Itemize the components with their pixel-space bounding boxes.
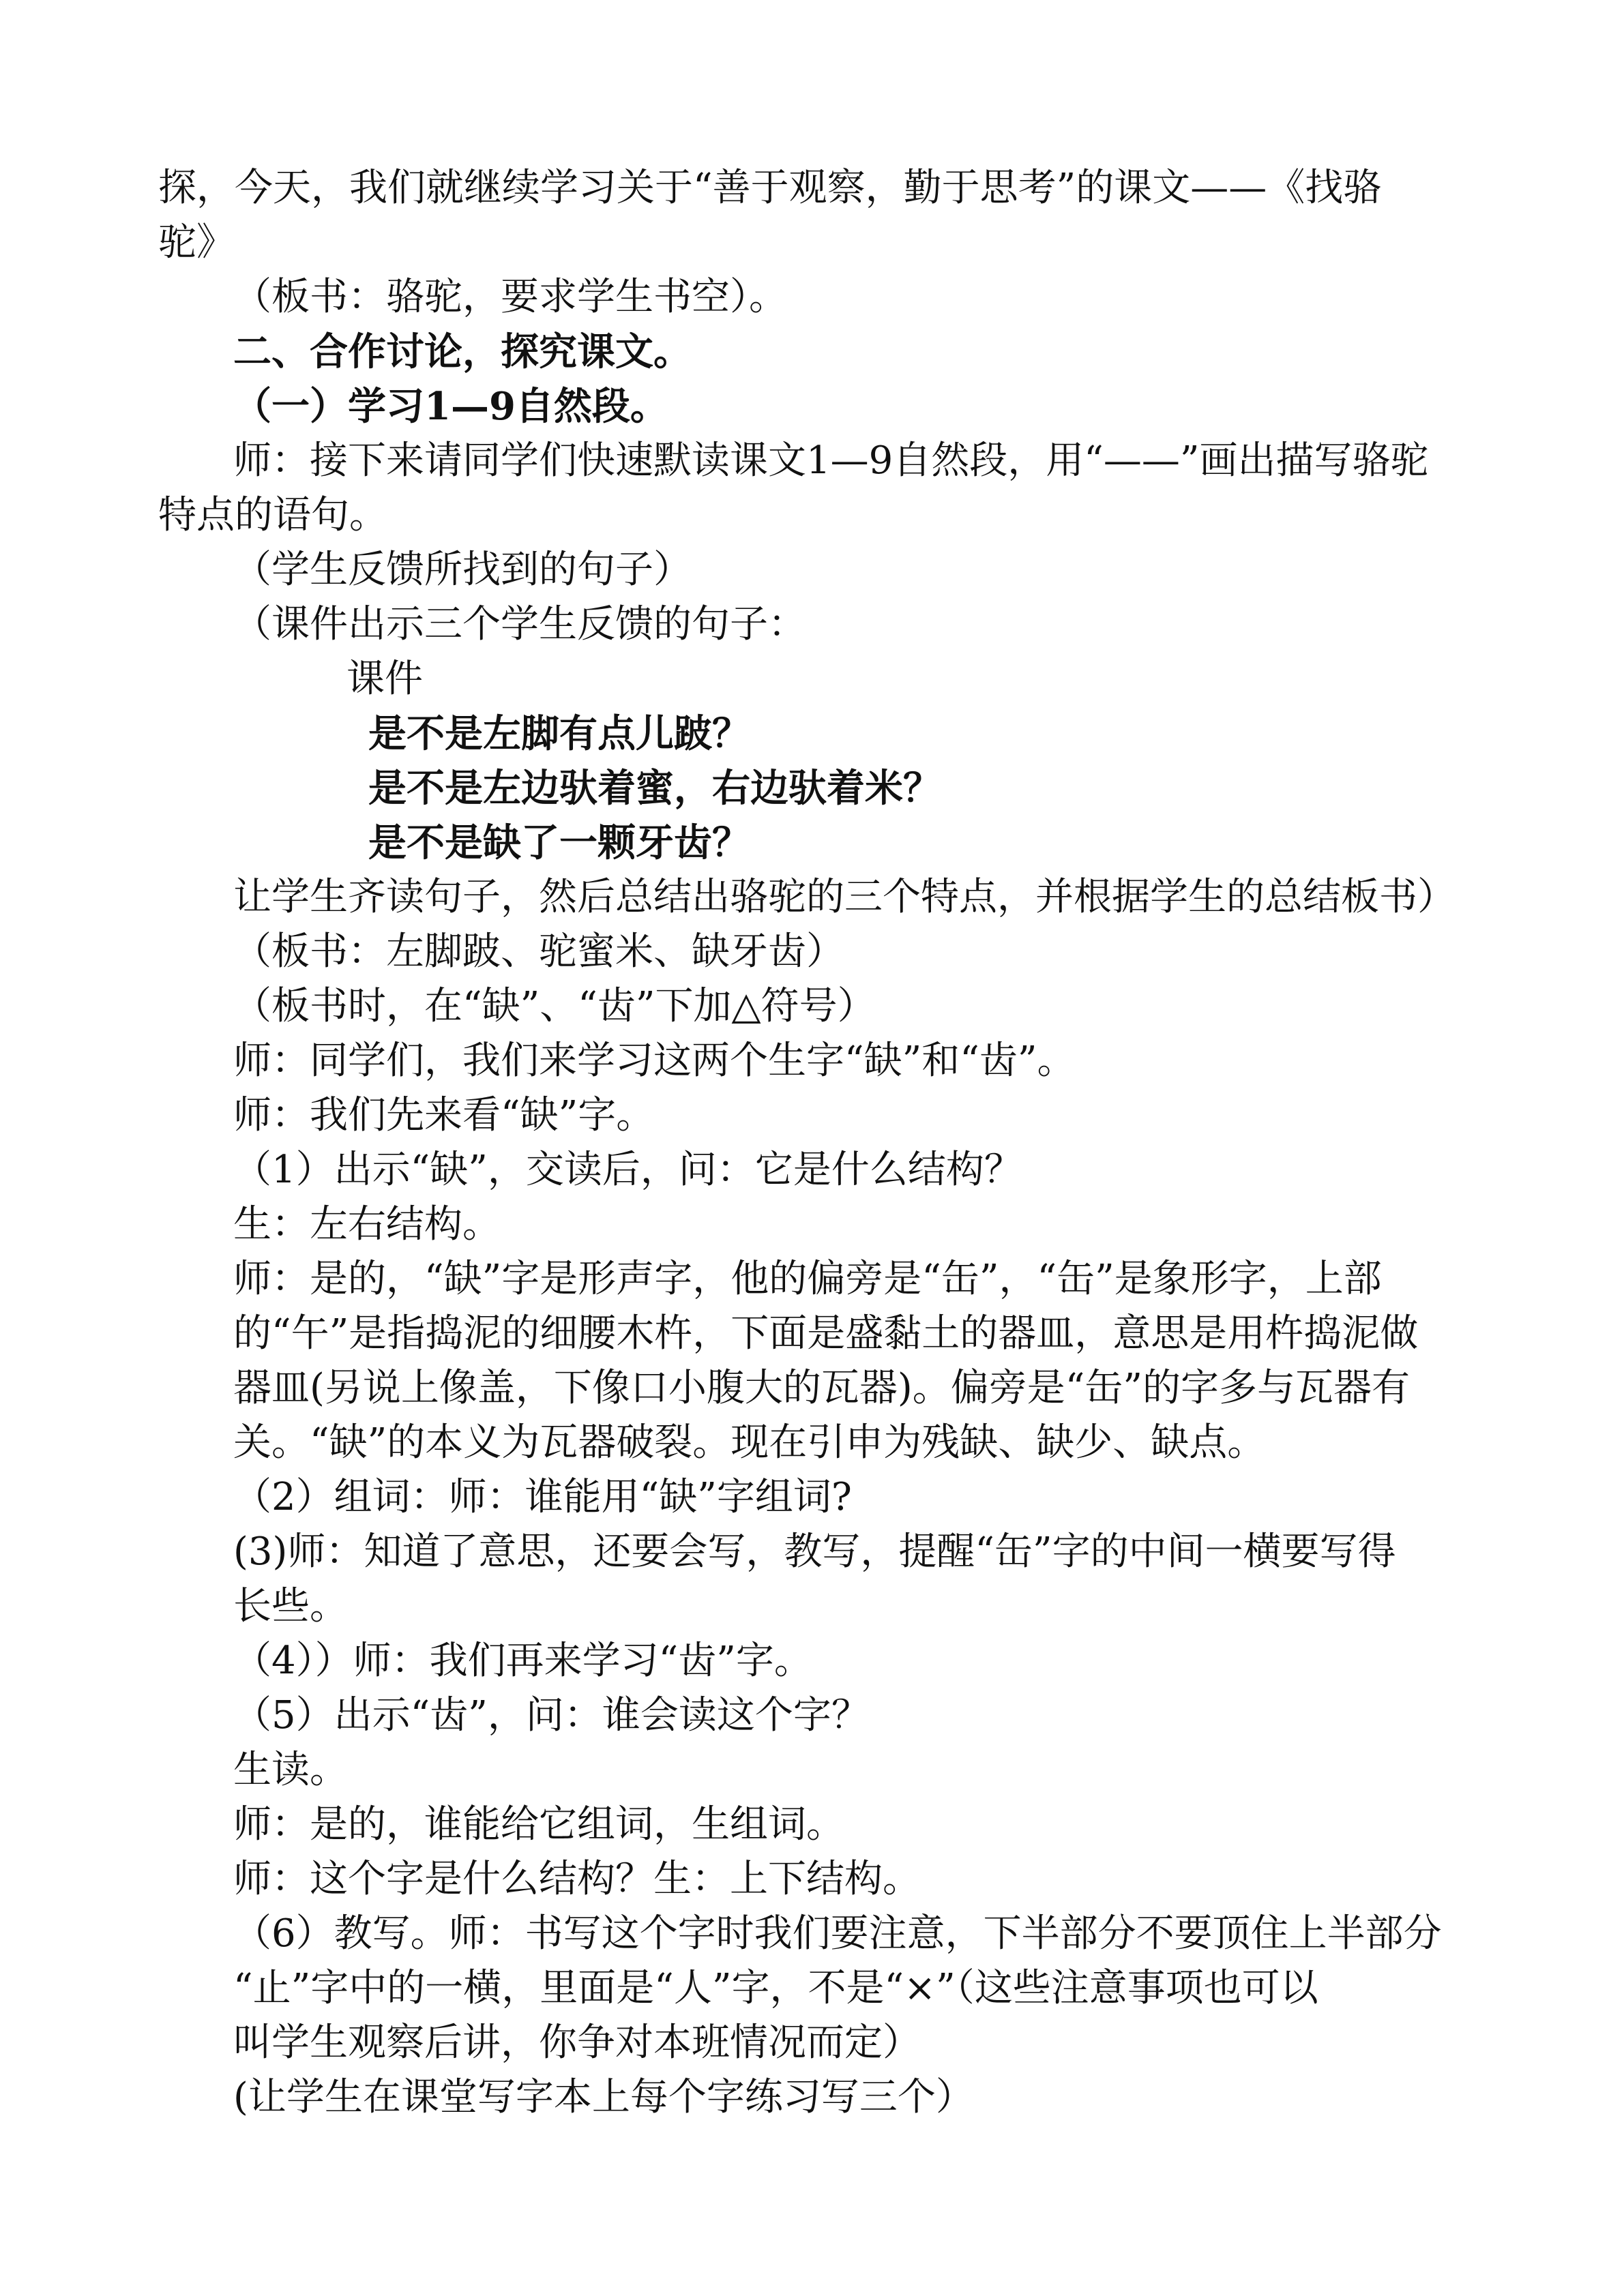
text-line: 师：我们先来看“缺”字。 xyxy=(233,1093,655,1137)
text-line: （4））师：我们再来学习“齿”字。 xyxy=(233,1639,812,1683)
text-line: 师：这个字是什么结构？生：上下结构。 xyxy=(233,1857,921,1901)
text-line: （板书时，在“缺”、“齿”下加△符号） xyxy=(233,984,876,1028)
text-line: 长些。 xyxy=(233,1584,348,1628)
text-line: 师：是的，谁能给它组词，生组词。 xyxy=(233,1802,844,1847)
question-line: 是不是左脚有点儿跛？ xyxy=(368,711,750,756)
text-line: 师：接下来请同学们快速默读课文1—9自然段，用“——”画出描写骆驼 xyxy=(233,438,1429,483)
text-line: （5）出示“齿”，问：谁会读这个字？ xyxy=(233,1693,870,1738)
text-line: 师：同学们，我们来学习这两个生字“缺”和“齿”。 xyxy=(233,1039,1076,1083)
courseware-label: 课件 xyxy=(346,657,423,701)
section-heading: 二、合作讨论，探究课文。 xyxy=(233,329,692,374)
text-line: 特点的语句。 xyxy=(158,493,387,537)
text-line: 让学生齐读句子，然后总结出骆驼的三个特点，并根据学生的总结板书） xyxy=(233,875,1456,919)
text-line: 叫学生观察后讲，你争对本班情况而定） xyxy=(233,2021,921,2065)
text-line: （课件出示三个学生反馈的句子： xyxy=(233,602,806,646)
text-line: (让学生在课堂写字本上每个字练习写三个） xyxy=(233,2075,974,2119)
text-line: （2）组词：师：谁能用“缺”字组词? xyxy=(233,1475,852,1519)
text-line: 探，今天，我们就继续学习关于“善于观察，勤于思考”的课文——《找骆 xyxy=(158,166,1382,210)
text-line: 器皿(另说上像盖，下像口小腹大的瓦器)。偏旁是“缶”的字多与瓦器有 xyxy=(233,1366,1410,1410)
text-line: （板书：左脚跛、驼蜜米、缺牙齿） xyxy=(233,929,844,974)
question-line: 是不是缺了一颗牙齿？ xyxy=(368,820,750,865)
text-line: （板书：骆驼，要求学生书空）。 xyxy=(233,275,787,319)
text-line: 驼》 xyxy=(158,220,235,265)
text-line: 生：左右结构。 xyxy=(233,1202,501,1247)
question-line: 是不是左边驮着蜜，右边驮着米？ xyxy=(368,766,941,811)
text-line: “止”字中的一横，里面是“人”字，不是“×”（这些注意事项也可以 xyxy=(233,1966,1318,2010)
text-line: 关。“缺”的本义为瓦器破裂。现在引申为残缺、缺少、缺点。 xyxy=(233,1420,1266,1465)
text-line: （学生反馈所找到的句子） xyxy=(233,548,692,592)
text-line: (3)师：知道了意思，还要会写，教写，提醒“缶”字的中间一横要写得 xyxy=(233,1530,1396,1574)
text-line: （6）教写。师：书写这个字时我们要注意，下半部分不要顶住上半部分 xyxy=(233,1911,1442,1956)
text-line: 师：是的，“缺”字是形声字，他的偏旁是“缶”，“缶”是象形字，上部 xyxy=(233,1257,1382,1301)
text-line: 生读。 xyxy=(233,1748,348,1792)
text-line: 的“午”是指捣泥的细腰木杵，下面是盛黏土的器皿，意思是用杵捣泥做 xyxy=(233,1311,1419,1356)
text-line: （1）出示“缺”，交读后，问：它是什么结构？ xyxy=(233,1148,1022,1192)
subsection-heading: （一）学习1—9自然段。 xyxy=(233,384,668,429)
